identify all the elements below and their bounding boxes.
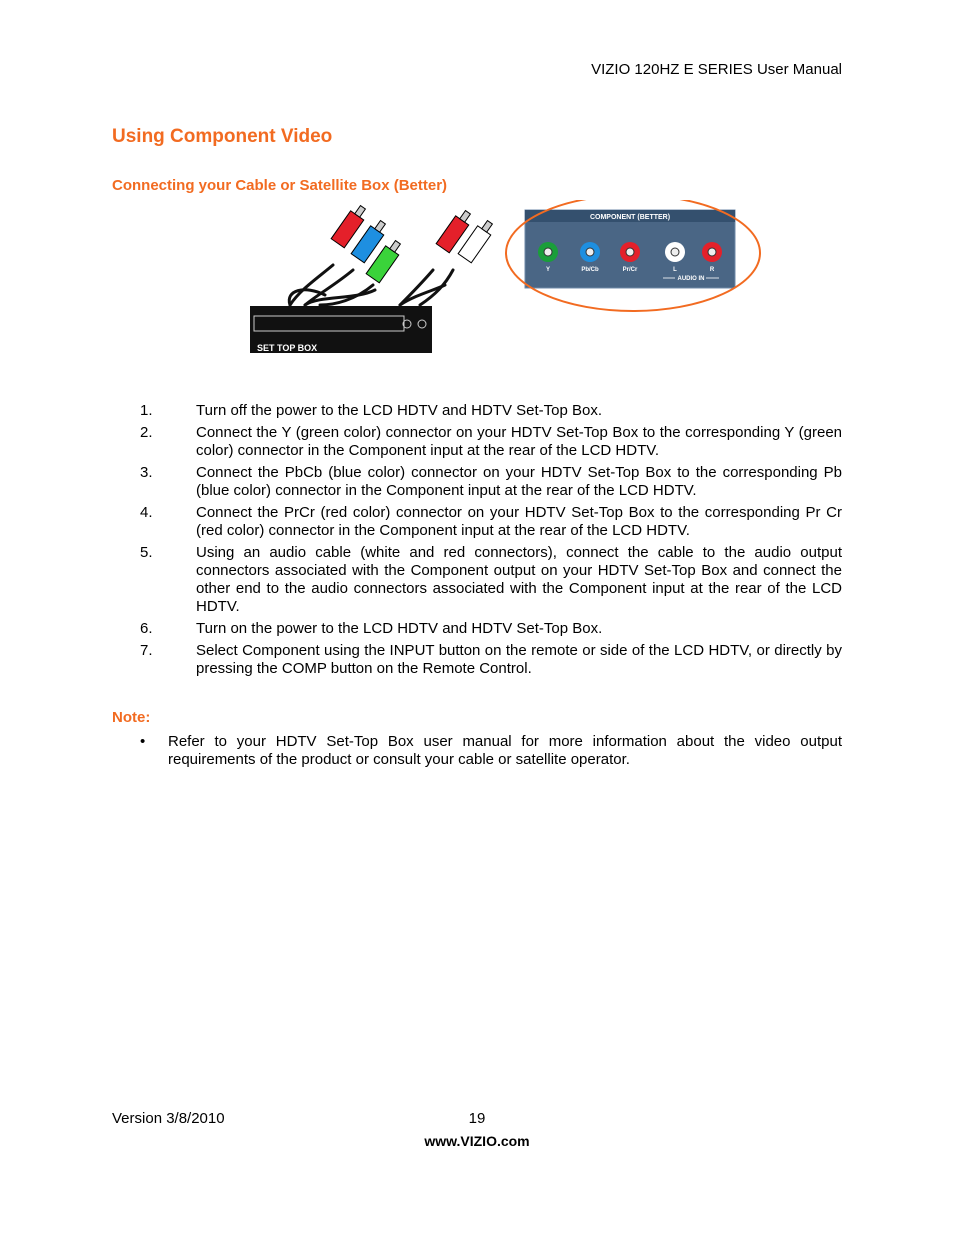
- port-label: L: [673, 267, 677, 273]
- step-text: Connect the Y (green color) connector on your HDTV Set-Top Box to the corresponding Y (green color) connector in the Component input at the rear of the LCD HDTV.: [196, 424, 842, 459]
- set-top-box-label: SET TOP BOX: [257, 343, 318, 353]
- port-label: Pb/Cb: [581, 267, 599, 273]
- step-item: [112, 402, 842, 420]
- port-center: [544, 248, 552, 256]
- step-item: [112, 620, 842, 638]
- port-label: Pr/Cr: [622, 267, 638, 273]
- step-number: 7.: [140, 642, 153, 659]
- port-label: R: [709, 267, 715, 273]
- step-item: [112, 642, 842, 678]
- port-center: [671, 248, 679, 256]
- section-subtitle: Connecting your Cable or Satellite Box (Better): [112, 177, 448, 194]
- port-pbcb: [580, 242, 600, 273]
- port-prcr: [620, 242, 640, 273]
- port-center: [708, 248, 716, 256]
- step-number: 6.: [140, 620, 153, 637]
- version-label: Version 3/8/2010: [112, 1110, 225, 1127]
- step-item: [112, 424, 842, 460]
- instruction-steps: [112, 402, 842, 682]
- step-number: 2.: [140, 424, 153, 441]
- step-text: Select Component using the INPUT button on the remote or side of the LCD HDTV, or directly by pressing the COMP button on the Remote Control.: [196, 642, 842, 677]
- section-title: Using Component Video: [112, 126, 333, 147]
- step-text: Using an audio cable (white and red connectors), connect the cable to the audio output connectors associated with the Component output on your HDTV Set-Top Box and connect the other end to the audio connectors associated with the Component input at the rear of the LCD HDTV.: [196, 544, 842, 615]
- step-item: [112, 504, 842, 540]
- port-center: [626, 248, 634, 256]
- step-item: [112, 544, 842, 616]
- step-number: 1.: [140, 402, 153, 419]
- manual-title: VIZIO 120HZ E SERIES User Manual: [591, 61, 842, 78]
- note-text: Refer to your HDTV Set-Top Box user manual for more information about the video output requirements of the product or consult your cable or satellite operator.: [168, 733, 842, 768]
- component-panel: [525, 210, 735, 288]
- step-text: Turn on the power to the LCD HDTV and HDTV Set-Top Box.: [196, 620, 603, 637]
- step-item: [112, 464, 842, 500]
- note-label: Note:: [112, 709, 151, 726]
- step-number: 4.: [140, 504, 153, 521]
- component-panel-title: COMPONENT (BETTER): [589, 214, 671, 221]
- port-label: Y: [545, 267, 551, 273]
- step-text: Connect the PrCr (red color) connector on your HDTV Set-Top Box to the corresponding Pr Cr (red color) connector in the Component input at the rear of the LCD HDTV.: [196, 504, 842, 539]
- note-bullet-item: [112, 733, 842, 769]
- audio-in-label: AUDIO IN: [677, 276, 705, 282]
- page-number: 19: [468, 1110, 486, 1127]
- step-number: 3.: [140, 464, 153, 481]
- step-text: Connect the PbCb (blue color) connector on your HDTV Set-Top Box to the corresponding Pb (blue color) connector in the Component input at the rear of the LCD HDTV.: [196, 464, 842, 499]
- footer-url: www.VIZIO.com: [424, 1133, 530, 1149]
- set-top-box: [250, 306, 432, 353]
- connection-illustration: [245, 200, 770, 360]
- bullet-marker: •: [140, 733, 146, 750]
- port-center: [586, 248, 594, 256]
- step-number: 5.: [140, 544, 153, 561]
- step-text: Turn off the power to the LCD HDTV and HDTV Set-Top Box.: [196, 402, 603, 419]
